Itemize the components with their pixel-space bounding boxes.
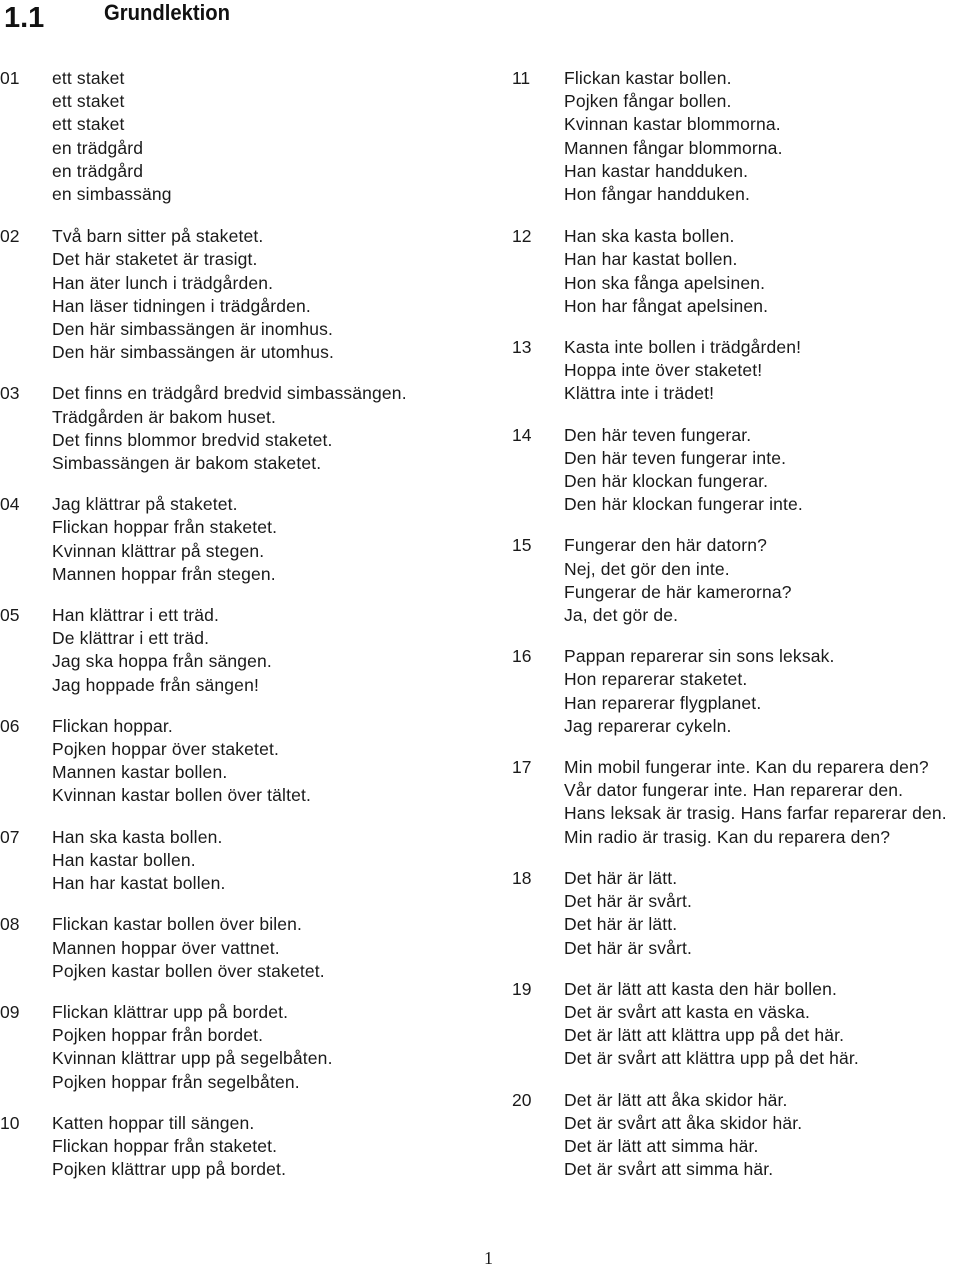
spacer xyxy=(512,849,960,867)
sentence-line: ett staket xyxy=(52,91,125,112)
exercise-number: 13 xyxy=(512,337,532,358)
spacer xyxy=(0,983,490,1001)
sentence-line: ett staket xyxy=(52,68,125,88)
sentence-line: Han kastar bollen. xyxy=(52,849,196,870)
sentence-line: Det är svårt att simma här. xyxy=(564,1159,774,1180)
exercise-sentences xyxy=(564,424,960,517)
exercise-sentences xyxy=(52,1112,490,1182)
exercise-number: 07 xyxy=(0,826,20,847)
sentence-line: Mannen hoppar från stegen. xyxy=(52,563,276,584)
exercise-sentences xyxy=(564,534,960,627)
exercise-12 xyxy=(512,225,960,318)
sentence-line: en trädgård xyxy=(52,137,144,158)
sentence-line: Det är svårt att klättra upp på det här. xyxy=(564,1048,859,1069)
sentence-line: Nej, det gör den inte. xyxy=(564,558,730,579)
exercise-sentences xyxy=(564,336,960,406)
exercise-sentences xyxy=(52,715,490,808)
exercise-number: 02 xyxy=(0,226,20,247)
page-number: 1 xyxy=(484,1248,493,1268)
exercise-number: 01 xyxy=(0,68,20,88)
sentence-line: Den här teven fungerar. xyxy=(564,424,752,445)
sentence-line: Det är lätt att åka skidor här. xyxy=(564,1089,788,1110)
sentence-line: Han läser tidningen i trädgården. xyxy=(52,295,311,316)
exercise-sentences xyxy=(52,382,490,475)
exercise-number: 06 xyxy=(0,715,20,736)
exercise-17 xyxy=(512,756,960,849)
spacer xyxy=(0,1094,490,1112)
sentence-line: Klättra inte i trädet! xyxy=(564,383,715,404)
sentence-line: Flickan hoppar från staketet. xyxy=(52,517,278,538)
spacer xyxy=(0,475,490,493)
sentence-line: Pojken hoppar över staketet. xyxy=(52,739,279,760)
exercise-number: 03 xyxy=(0,383,20,404)
sentence-line: Det finns blommor bredvid staketet. xyxy=(52,429,333,450)
sentence-line: Han ska kasta bollen. xyxy=(52,826,223,847)
sentence-line: Det finns en trädgård bredvid simbassängen. xyxy=(52,383,407,404)
sentence-line: Den här klockan fungerar inte. xyxy=(564,494,803,515)
sentence-line: Flickan hoppar från staketet. xyxy=(52,1135,278,1156)
exercise-number: 11 xyxy=(512,68,531,88)
sentence-line: Flickan klättrar upp på bordet. xyxy=(52,1001,289,1022)
spacer xyxy=(512,516,960,534)
sentence-line: Det är svårt att kasta en väska. xyxy=(564,1001,811,1022)
exercise-number: 20 xyxy=(512,1089,532,1110)
exercise-09 xyxy=(0,1001,490,1094)
exercise-20 xyxy=(512,1089,960,1182)
left-column xyxy=(0,67,490,1181)
sentence-line: Det här är svårt. xyxy=(564,891,693,912)
exercise-number: 04 xyxy=(0,494,20,515)
exercise-sentences xyxy=(52,913,490,983)
spacer xyxy=(512,960,960,978)
exercise-number: 05 xyxy=(0,605,20,626)
sentence-line: Hon fångar handduken. xyxy=(564,184,751,205)
sentence-line: Hon reparerar staketet. xyxy=(564,669,748,690)
exercise-number: 17 xyxy=(512,757,532,778)
sentence-line: Fungerar de här kamerorna? xyxy=(564,581,792,602)
exercise-02 xyxy=(0,225,490,364)
sentence-line: De klättrar i ett träd. xyxy=(52,628,210,649)
sentence-line: Min mobil fungerar inte. Kan du reparera den? xyxy=(564,757,929,778)
sentence-line: Det här är lätt. xyxy=(564,914,678,935)
exercise-sentences xyxy=(52,826,490,896)
exercise-11 xyxy=(512,67,960,206)
sentence-line: Kvinnan klättrar på stegen. xyxy=(52,540,265,561)
sentence-line: Det är lätt att klättra upp på det här. xyxy=(564,1025,845,1046)
sentence-line: Flickan kastar bollen. xyxy=(564,68,732,88)
sentence-line: Flickan hoppar. xyxy=(52,715,173,736)
sentence-line: Vår dator fungerar inte. Han reparerar den. xyxy=(564,780,904,801)
sentence-line: Den här klockan fungerar. xyxy=(564,471,769,492)
exercise-08 xyxy=(0,913,490,983)
sentence-line: Flickan kastar bollen över bilen. xyxy=(52,914,303,935)
exercise-15 xyxy=(512,534,960,627)
sentence-line: Trädgården är bakom huset. xyxy=(52,406,277,427)
sentence-line: Kasta inte bollen i trädgården! xyxy=(564,337,802,358)
exercise-number: 08 xyxy=(0,914,20,935)
spacer xyxy=(512,627,960,645)
sentence-line: Jag hoppade från sängen! xyxy=(52,674,259,695)
spacer xyxy=(0,364,490,382)
spacer xyxy=(512,206,960,225)
sentence-line: Det är lätt att kasta den här bollen. xyxy=(564,978,838,999)
exercise-16 xyxy=(512,645,960,738)
sentence-line: Det är lätt att simma här. xyxy=(564,1135,759,1156)
sentence-line: Den här teven fungerar inte. xyxy=(564,447,787,468)
sentence-line: Mannen kastar bollen. xyxy=(52,762,228,783)
sentence-line: Det är svårt att åka skidor här. xyxy=(564,1112,803,1133)
sentence-line: Mannen hoppar över vattnet. xyxy=(52,937,280,958)
exercise-05 xyxy=(0,604,490,697)
sentence-line: Han reparerar flygplanet. xyxy=(564,692,762,713)
sentence-line: Pojken hoppar från bordet. xyxy=(52,1025,264,1046)
sentence-line: Pojken hoppar från segelbåten. xyxy=(52,1071,300,1092)
sentence-line: Mannen fångar blommorna. xyxy=(564,137,783,158)
sentence-line: ett staket xyxy=(52,114,125,135)
sentence-line: Kvinnan kastar bollen över tältet. xyxy=(52,785,311,806)
sentence-line: Han kastar handduken. xyxy=(564,160,749,181)
lesson-title: Grundlektion xyxy=(104,0,230,25)
spacer xyxy=(0,895,490,913)
sentence-line: Katten hoppar till sängen. xyxy=(52,1112,255,1133)
exercise-sentences xyxy=(564,645,960,738)
sentence-line: Hans leksak är trasig. Hans farfar reparerar den. xyxy=(564,803,947,824)
exercise-sentences xyxy=(52,67,490,206)
exercise-04 xyxy=(0,493,490,586)
exercise-19 xyxy=(512,978,960,1071)
exercise-number: 14 xyxy=(512,424,532,445)
exercise-number: 19 xyxy=(512,978,532,999)
sentence-line: Hoppa inte över staketet! xyxy=(564,360,763,381)
sentence-line: Han har kastat bollen. xyxy=(564,249,738,270)
sentence-line: Jag ska hoppa från sängen. xyxy=(52,651,272,672)
sentence-line: Ja, det gör de. xyxy=(564,605,679,626)
page-header xyxy=(0,0,960,40)
exercise-sentences xyxy=(52,604,490,697)
sentence-line: Två barn sitter på staketet. xyxy=(52,226,264,247)
sentence-line: Kvinnan kastar blommorna. xyxy=(564,114,781,135)
exercise-sentences xyxy=(564,978,960,1071)
exercise-10 xyxy=(0,1112,490,1182)
sentence-line: Pojken kastar bollen över staketet. xyxy=(52,960,325,981)
sentence-line: Fungerar den här datorn? xyxy=(564,535,768,556)
spacer xyxy=(0,206,490,225)
sentence-line: en simbassäng xyxy=(52,184,172,205)
spacer xyxy=(0,808,490,826)
sentence-line: Han ska kasta bollen. xyxy=(564,226,735,247)
sentence-line: Jag klättrar på staketet. xyxy=(52,494,238,515)
exercise-sentences xyxy=(564,225,960,318)
exercise-sentences xyxy=(564,867,960,960)
sentence-line: Han äter lunch i trädgården. xyxy=(52,272,274,293)
right-column xyxy=(512,67,960,1181)
exercise-sentences xyxy=(564,756,960,849)
sentence-line: Simbassängen är bakom staketet. xyxy=(52,453,322,474)
exercise-18 xyxy=(512,867,960,960)
lesson-number: 1.1 xyxy=(4,2,45,34)
exercise-sentences xyxy=(52,225,490,364)
exercise-number: 18 xyxy=(512,867,532,888)
exercise-06 xyxy=(0,715,490,808)
sentence-line: Han har kastat bollen. xyxy=(52,873,226,894)
exercise-14 xyxy=(512,424,960,517)
exercise-sentences xyxy=(564,67,960,206)
sentence-line: Pojken klättrar upp på bordet. xyxy=(52,1159,287,1180)
exercise-number: 15 xyxy=(512,535,532,556)
exercise-number: 09 xyxy=(0,1001,20,1022)
sentence-line: Hon har fångat apelsinen. xyxy=(564,295,769,316)
sentence-line: Han klättrar i ett träd. xyxy=(52,605,219,626)
spacer xyxy=(512,406,960,424)
exercise-number: 12 xyxy=(512,226,532,247)
sentence-line: Jag reparerar cykeln. xyxy=(564,715,732,736)
exercise-13 xyxy=(512,336,960,406)
sentence-line: Pappan reparerar sin sons leksak. xyxy=(564,646,835,667)
spacer xyxy=(512,318,960,336)
sentence-line: Det här är lätt. xyxy=(564,867,678,888)
spacer xyxy=(0,586,490,604)
sentence-line: Det här staketet är trasigt. xyxy=(52,249,258,270)
sentence-line: Den här simbassängen är inomhus. xyxy=(52,319,334,340)
sentence-line: en trädgård xyxy=(52,160,144,181)
spacer xyxy=(512,738,960,756)
sentence-line: Hon ska fånga apelsinen. xyxy=(564,272,766,293)
spacer xyxy=(0,697,490,715)
exercise-sentences xyxy=(52,1001,490,1094)
exercise-number: 16 xyxy=(512,646,532,667)
spacer xyxy=(512,1071,960,1089)
exercise-sentences xyxy=(564,1089,960,1182)
sentence-line: Min radio är trasig. Kan du reparera den? xyxy=(564,826,891,847)
exercise-03 xyxy=(0,382,490,475)
exercise-07 xyxy=(0,826,490,896)
sentence-line: Den här simbassängen är utomhus. xyxy=(52,342,335,363)
exercise-number: 10 xyxy=(0,1112,20,1133)
sentence-line: Det här är svårt. xyxy=(564,937,693,958)
exercise-01 xyxy=(0,67,490,206)
sentence-line: Kvinnan klättrar upp på segelbåten. xyxy=(52,1048,333,1069)
sentence-line: Pojken fångar bollen. xyxy=(564,91,732,112)
exercise-sentences xyxy=(52,493,490,586)
